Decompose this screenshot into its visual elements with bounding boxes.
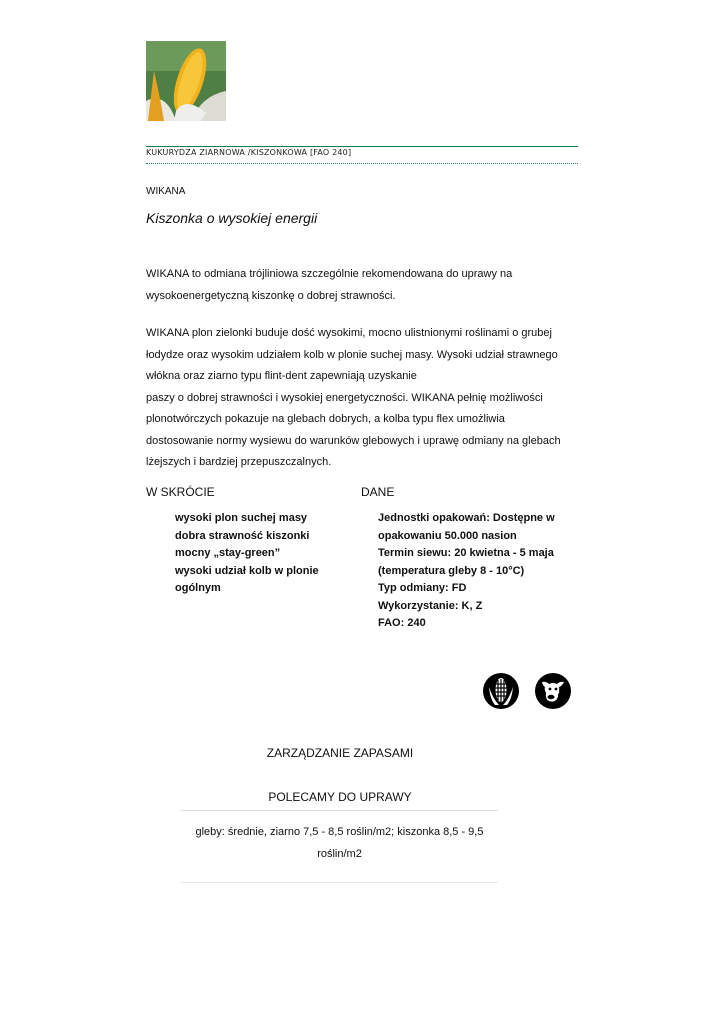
text-line: wysokoenergetyczną kiszonkę o dobrej strawności. bbox=[146, 289, 396, 302]
summary-heading: W SKRÓCIE bbox=[146, 485, 215, 499]
category-bottom-rule bbox=[146, 163, 578, 164]
text-line: paszy o dobrej strawności i wysokiej energetyczności. WIKANA pełnię możliwości bbox=[146, 391, 543, 404]
list-item: wysoki udział kolb w plonie bbox=[175, 564, 319, 577]
variety-name: WIKANA bbox=[146, 186, 186, 197]
corn-photo bbox=[146, 41, 226, 121]
text-line: włókna oraz ziarno typu flint-dent zapewniają uzyskanie bbox=[146, 370, 417, 382]
text-line: roślin/m2 bbox=[317, 847, 362, 860]
text-line: łodydze oraz wysokim udziałem kolb w plonie suchej masy. Wysoki udział strawnego bbox=[146, 348, 558, 361]
list-item: (temperatura gleby 8 - 10°C) bbox=[378, 564, 525, 577]
description-paragraph-2 bbox=[146, 323, 586, 474]
list-item: FAO: 240 bbox=[378, 617, 426, 629]
corn-cob-icon bbox=[483, 673, 519, 709]
text-line: lżejszych i bardziej przepuszczalnych. bbox=[146, 456, 332, 468]
category-top-rule bbox=[146, 146, 578, 147]
cow-icon bbox=[535, 673, 571, 709]
stock-management-heading: ZARZĄDZANIE ZAPASAMI bbox=[266, 746, 414, 760]
data-list bbox=[378, 510, 578, 633]
divider bbox=[181, 882, 498, 883]
text-line: gleby: średnie, ziarno 7,5 - 8,5 roślin/m2; kiszonka 8,5 - 9,5 bbox=[195, 826, 484, 838]
list-item: opakowaniu 50.000 nasion bbox=[378, 529, 517, 542]
recommended-text bbox=[181, 822, 498, 865]
description-paragraph-1 bbox=[146, 264, 586, 307]
category-label: KUKURYDZA ZIARNOWA /KISZONKOWA [FAO 240] bbox=[146, 148, 352, 157]
recommended-heading: POLECAMY DO UPRAWY bbox=[268, 790, 412, 804]
list-item: Wykorzystanie: K, Z bbox=[378, 599, 483, 612]
list-item: dobra strawność kiszonki bbox=[175, 529, 310, 542]
text-line: dostosowanie normy wysiewu do warunków glebowych i uprawę odmiany na glebach bbox=[146, 434, 561, 447]
summary-list bbox=[175, 510, 355, 598]
list-item: Jednostki opakowań: Dostępne w bbox=[378, 512, 555, 524]
text-line: WIKANA plon zielonki buduje dość wysokimi, mocno ulistnionymi roślinami o grubej bbox=[146, 327, 552, 339]
list-item: Termin siewu: 20 kwietna - 5 maja bbox=[378, 547, 554, 559]
divider bbox=[181, 810, 498, 811]
text-line: WIKANA to odmiana trójliniowa szczególnie rekomendowana do uprawy na bbox=[146, 268, 513, 280]
list-item: ogólnym bbox=[175, 582, 221, 594]
list-item: mocny „stay-green” bbox=[175, 547, 281, 559]
list-item: Typ odmiany: FD bbox=[378, 582, 467, 594]
data-heading: DANE bbox=[361, 485, 395, 499]
text-line: plonotwórczych pokazuje na glebach dobrych, a kolba typu flex umożliwia bbox=[146, 413, 505, 425]
page-subtitle: Kiszonka o wysokiej energii bbox=[146, 210, 318, 226]
list-item: wysoki plon suchej masy bbox=[175, 512, 308, 524]
